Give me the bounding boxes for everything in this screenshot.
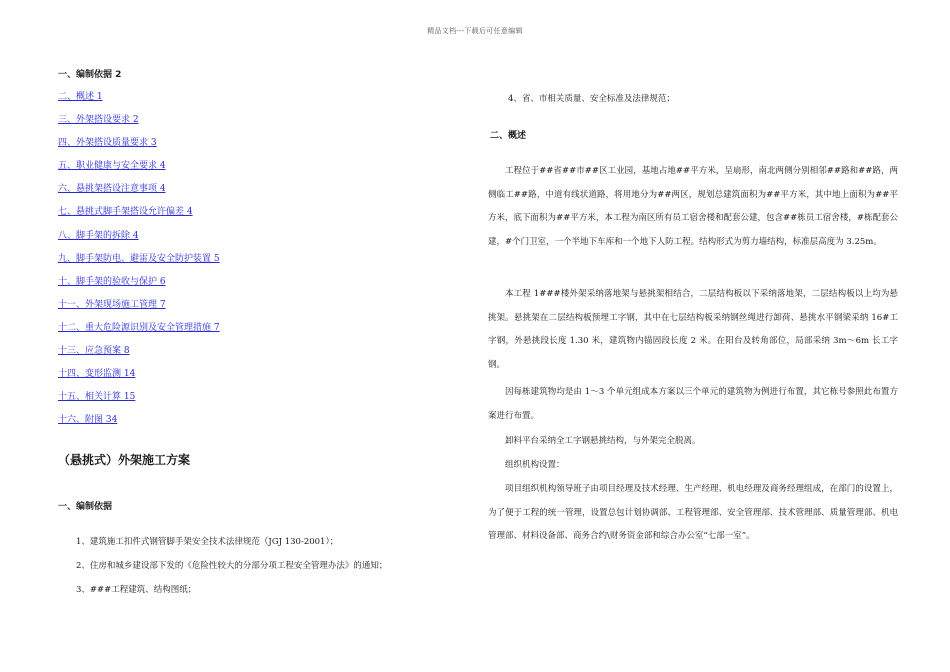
toc-link-health-safety[interactable]: 五、职业健康与安全要求 4 xyxy=(58,161,166,172)
basis-item: 3、###工程建筑、结构图纸； xyxy=(76,585,197,595)
toc-item xyxy=(58,390,220,413)
section-heading-basis: 一、编制依据 xyxy=(58,502,113,512)
toc-link-hazard-identification[interactable]: 十二、重大危险源识别及安全管理措施 7 xyxy=(58,322,220,333)
toc-item xyxy=(58,413,220,436)
toc-item xyxy=(58,90,220,113)
toc-item xyxy=(58,321,220,344)
toc-link-emergency-plan[interactable]: 十三、应急预案 8 xyxy=(58,346,130,357)
page-header-note: 精品文档---下载后可任意编辑 xyxy=(427,27,523,35)
toc-link-allowable-deviation[interactable]: 七、悬挑式脚手架搭设允许偏差 4 xyxy=(58,207,193,218)
overview-paragraph: 工程位于##省##市##区工业园，基地占地##平方米，呈扇形，南北两侧分别相邻##路和##路，两侧临工##路，中道有线状道路，将用地分为##两区，规划总建筑面积为##平方米，其中地上面积为##平方米，底下面积为##平方米，本工程为南区所有员工宿舍楼和配套公建，包含##栋员工宿舍楼，#栋配套公建，#个门卫室，一个半地下车库和一个地下人防工程。结构形式为剪力墙结构，标准层高度为 3.25m。 xyxy=(488,166,898,247)
overview-paragraph: 项目组织机构领导班子由项目经理及技术经理、生产经理、机电经理及商务经理组成，在部门的设置上，为了便于工程的统一管理，设置总包计划协调部、工程管理部、安全管理部、技术管理部、质量管理部、机电管理部、材料设备部、商务合约\财务资金部和综合办公室“七部一室”。 xyxy=(488,484,898,541)
toc-item xyxy=(58,229,220,252)
toc-link-erection-requirements[interactable]: 三、外架搭设要求 2 xyxy=(58,115,139,126)
toc-link-calculations[interactable]: 十五、相关计算 15 xyxy=(58,392,136,403)
toc-link-acceptance[interactable]: 十、脚手架的验收与保护 6 xyxy=(58,276,166,287)
toc-link-site-management[interactable]: 十一、外架现场施工管理 7 xyxy=(58,299,166,310)
basis-item: 4、省、市相关质量、安全标准及法律规范； xyxy=(508,94,675,104)
toc-link-cantilever-notes[interactable]: 六、悬挑架搭设注意事项 4 xyxy=(58,184,166,195)
toc-item xyxy=(58,367,220,390)
toc-item xyxy=(58,182,220,205)
toc-item xyxy=(58,159,220,182)
toc-link-overview[interactable]: 二、概述 1 xyxy=(58,92,103,102)
toc-item xyxy=(58,252,220,275)
overview-paragraph: 因每栋建筑物均是由 1～3 个单元组成本方案以三个单元的建筑物为例进行布置，其它栋号参照此布置方案进行布置。 xyxy=(488,387,898,421)
toc-item xyxy=(58,113,220,136)
basis-item: 1、建筑施工扣件式钢管脚手架安全技术法律规范（JGJ 130-2001）； xyxy=(76,537,339,547)
toc-link-drawings[interactable]: 十六、附图 34 xyxy=(58,415,118,426)
section-heading-overview: 二、概述 xyxy=(490,131,527,141)
document-title: （悬挑式）外架施工方案 xyxy=(58,453,191,467)
toc-item xyxy=(58,275,220,298)
overview-paragraph: 本工程 1###楼外架采纳落地架与悬挑架相结合，二层结构板以下采纳落地架，二层结构板以上均为悬挑架。悬挑架在二层结构板预埋工字钢，其中在七层结构板采纳钢丝绳进行卸荷、悬挑水平钢梁采纳 16#工字钢，外悬挑段长度 1.30 米，建筑物内锚固段长度 2 米。在阳台及转角部位，局部采纳 3m～6m 长工字钢。 xyxy=(488,289,898,370)
toc-item xyxy=(58,136,220,159)
overview-paragraph: 组织机构设置： xyxy=(505,460,565,470)
toc-item xyxy=(58,205,220,228)
toc-heading: 一、编制依据 2 xyxy=(58,70,122,80)
table-of-contents xyxy=(58,90,220,436)
toc-link-lightning-protection[interactable]: 九、脚手架防电、避雷及安全防护装置 5 xyxy=(58,253,220,264)
toc-link-deformation-monitoring[interactable]: 十四、变形监测 14 xyxy=(58,369,136,380)
overview-paragraph: 卸料平台采纳全工字钢悬挑结构，与外架完全脱离。 xyxy=(505,436,701,446)
toc-item xyxy=(58,344,220,367)
toc-item xyxy=(58,298,220,321)
toc-link-dismantling[interactable]: 八、脚手架的拆除 4 xyxy=(58,230,139,241)
basis-item: 2、住房和城乡建设部下发的《危险性较大的分部分项工程安全管理办法》的通知； xyxy=(76,561,388,571)
toc-link-quality-requirements[interactable]: 四、外架搭设质量要求 3 xyxy=(58,138,157,149)
